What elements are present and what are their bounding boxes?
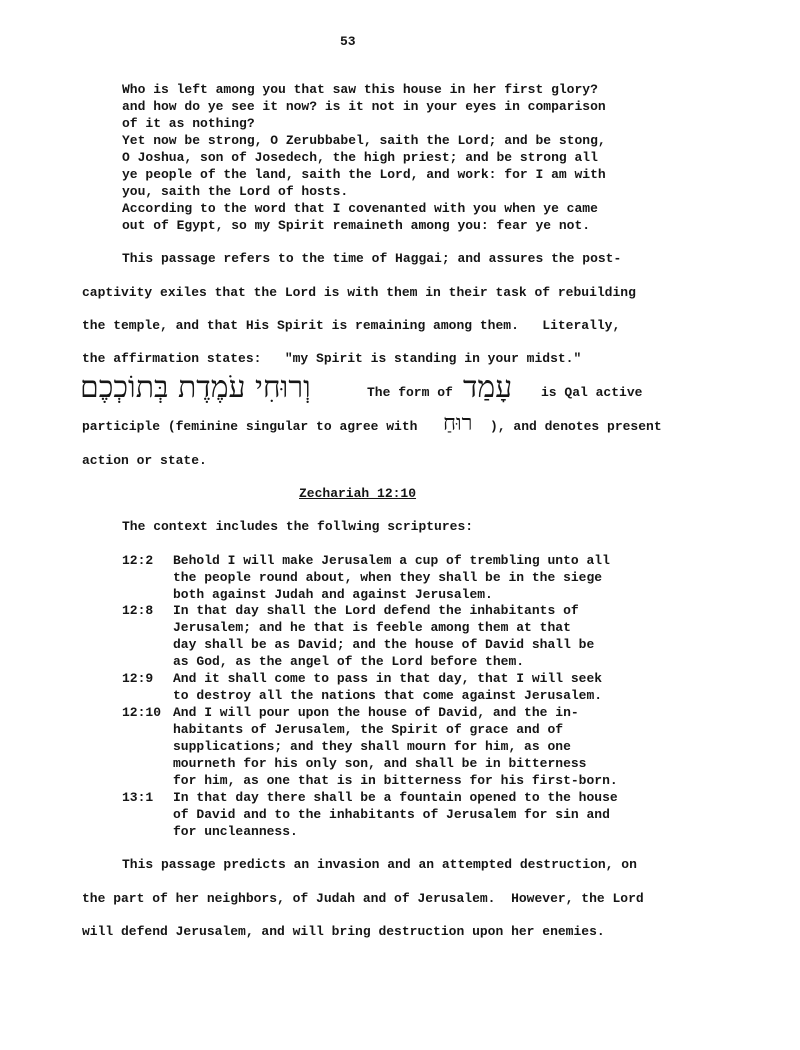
quote-line: you, saith the Lord of hosts.	[122, 184, 349, 199]
form-text-tail: is Qal active	[541, 385, 643, 400]
verse-line: Behold I will make Jerusalem a cup of trembling unto all	[173, 553, 610, 568]
verse-line: supplications; and they shall mourn for him, as one	[173, 739, 571, 754]
paragraph-line: This passage predicts an invasion and an attempted destruction, on	[122, 857, 637, 872]
verse-number: 12:8	[122, 603, 154, 618]
verse-line: as God, as the angel of the Lord before them.	[173, 654, 525, 669]
quote-line: and how do ye see it now? is it not in your eyes in comparison	[122, 99, 606, 114]
section-title: Zechariah 12:10	[299, 486, 417, 501]
form-text: The form of	[367, 385, 453, 400]
quote-line: out of Egypt, so my Spirit remaineth among you: fear ye not.	[122, 218, 591, 233]
paragraph-line: will defend Jerusalem, and will bring destruction upon her enemies.	[82, 924, 605, 939]
quote-line: O Joshua, son of Josedech, the high priest; and be strong all	[122, 150, 598, 165]
verse-line: In that day shall the Lord defend the inhabitants of	[173, 603, 579, 618]
verse-line: day shall be as David; and the house of David shall be	[173, 637, 595, 652]
action-text: action or state.	[82, 453, 207, 468]
verse-number: 13:1	[122, 790, 154, 805]
verse-number: 12:9	[122, 671, 154, 686]
verse-number: 12:10	[122, 705, 162, 720]
context-intro: The context includes the follwing scriptures:	[122, 519, 474, 534]
verse-line: Jerusalem; and he that is feeble among them at that	[173, 620, 571, 635]
verse-line: for him, as one that is in bitterness for his first-born.	[173, 773, 618, 788]
participle-tail: ), and denotes present	[490, 419, 662, 434]
paragraph-line: This passage refers to the time of Haggai; and assures the post-	[122, 251, 622, 266]
verse-line: for uncleanness.	[173, 824, 298, 839]
paragraph-line: the temple, and that His Spirit is remaining among them. Literally,	[82, 318, 621, 333]
paragraph-line: captivity exiles that the Lord is with them in their task of rebuilding	[82, 285, 636, 300]
quote-line: ye people of the land, saith the Lord, and work: for I am with	[122, 167, 606, 182]
verse-line: both against Judah and against Jerusalem.	[173, 587, 493, 602]
verse-line: And it shall come to pass in that day, that I will seek	[173, 671, 603, 686]
hebrew-ruach: רוּחַ	[443, 411, 473, 436]
verse-line: In that day there shall be a fountain opened to the house	[173, 790, 618, 805]
quote-line: of it as nothing?	[122, 116, 255, 131]
hebrew-word: עָמַד	[463, 370, 513, 405]
verse-number: 12:2	[122, 553, 154, 568]
paragraph-line: the part of her neighbors, of Judah and of Jerusalem. However, the Lord	[82, 891, 644, 906]
quote-line: Who is left among you that saw this house in her first glory?	[122, 82, 598, 97]
participle-text: participle (feminine singular to agree with	[82, 419, 418, 434]
verse-line: mourneth for his only son, and shall be in bitterness	[173, 756, 587, 771]
page-number: 53	[340, 34, 356, 49]
hebrew-phrase: וְרוּחִי עֹמֶדֶת בְּתוֹכְכֶם	[80, 370, 311, 405]
paragraph-line: the affirmation states: "my Spirit is standing in your midst."	[82, 351, 582, 366]
verse-line: to destroy all the nations that come against Jerusalem.	[173, 688, 603, 703]
verse-line: of David and to the inhabitants of Jerusalem for sin and	[173, 807, 610, 822]
verse-line: habitants of Jerusalem, the Spirit of grace and of	[173, 722, 564, 737]
quote-line: According to the word that I covenanted with you when ye came	[122, 201, 598, 216]
quote-line: Yet now be strong, O Zerubbabel, saith the Lord; and be stong,	[122, 133, 606, 148]
verse-line: the people round about, when they shall be in the siege	[173, 570, 603, 585]
verse-line: And I will pour upon the house of David, and the in-	[173, 705, 579, 720]
